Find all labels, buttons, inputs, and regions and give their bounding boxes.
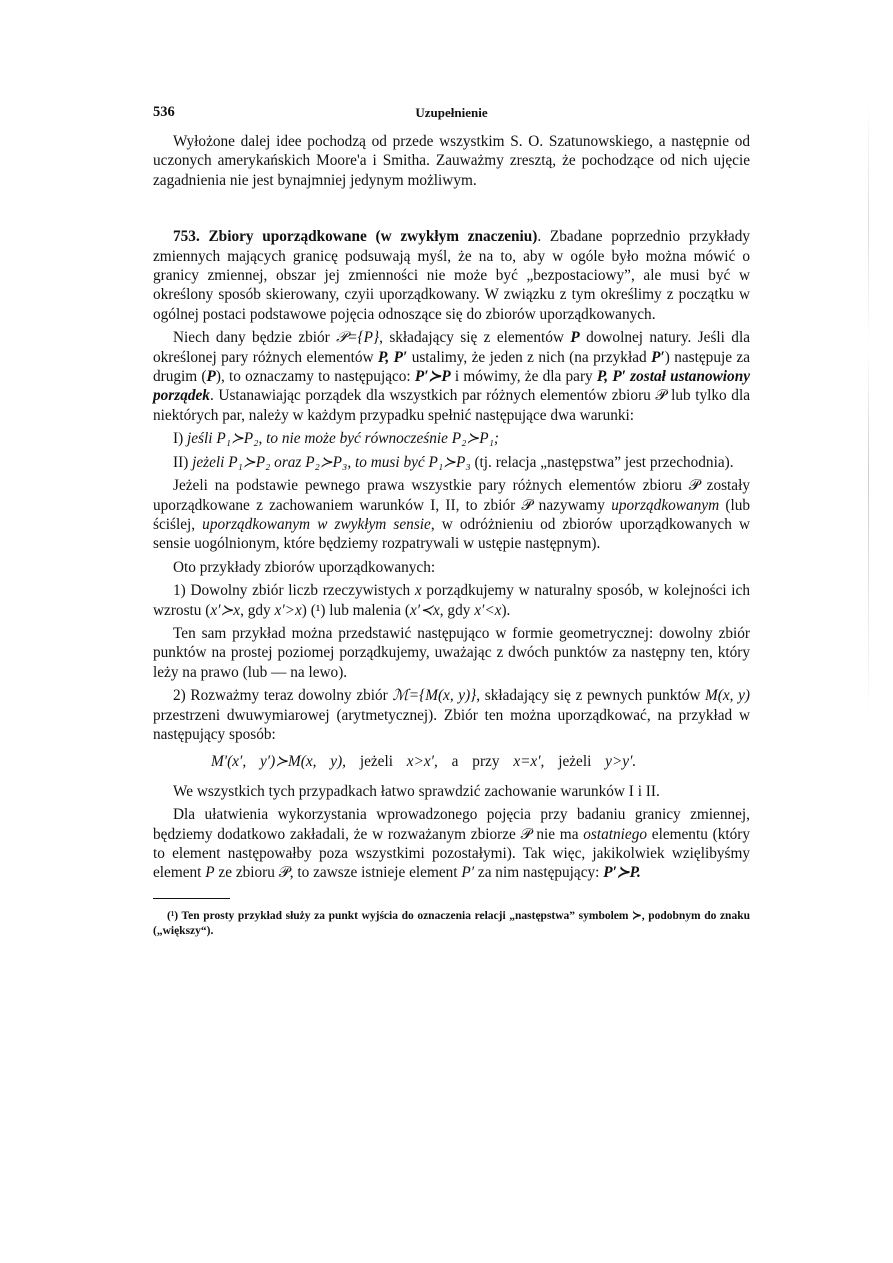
- paragraph: [153, 132, 750, 190]
- text-segment: x′<x: [474, 601, 502, 619]
- text-segment: Niech dany będzie zbiór: [173, 329, 337, 347]
- text-segment: , w odróżnieniu od zbiorów uporządkowanych w sensie uogólnionym, które będziemy rozpatrywali w ustępie następnym).: [153, 515, 750, 553]
- text-segment: ) następuje za drugim (: [153, 348, 751, 386]
- paragraph: [153, 429, 750, 448]
- text-segment: ustalimy, że jeden z nich (na przykład: [407, 348, 652, 366]
- paragraph: [153, 558, 750, 577]
- footnote-divider: [153, 898, 230, 900]
- text-segment: x: [414, 582, 422, 600]
- paragraph: [153, 782, 750, 801]
- text-segment: a przy: [437, 753, 514, 771]
- text-segment: dowolnej natury. Jeśli dla określonej pary różnych elementów: [153, 329, 750, 366]
- text-segment: P: [205, 864, 215, 882]
- paragraph: [153, 581, 750, 620]
- page-header: [153, 104, 750, 126]
- text-segment: x′>x: [274, 601, 302, 619]
- text-segment: Wyłożone dalej idee pochodzą od przede wszystkim S. O. Szatunowskiego, a następnie od uczonych amerykańskich Moore'a i Smitha. Zauważmy zresztą, że pochodzące od nich ujęcie zagadnienia nie jest bynajmniej jedynym możliwym.: [153, 133, 750, 189]
- text-segment: jeśli P₁≻P₂, to nie może być równocześnie P₂≻P₁;: [187, 430, 500, 448]
- body-text: [153, 132, 750, 883]
- text-segment: 𝒫={P}: [336, 329, 380, 347]
- text-segment: , składający się z pewnych punktów: [476, 687, 706, 705]
- text-segment: przestrzeni dwuwymiarowej (arytmetycznej). Zbiór ten można uporządkować, na przykład w następujący sposób:: [153, 706, 750, 743]
- paragraph: [153, 328, 750, 425]
- scan-edge-artifact: [868, 100, 869, 720]
- page-number: 536: [153, 104, 175, 120]
- text-segment: x′≻x: [210, 601, 241, 619]
- text-segment: P′: [651, 348, 665, 366]
- footnote: (¹) Ten prosty przykład służy za punkt wyjścia do oznaczenia relacji „następstwa” symbolem ≻, podobnym do znaku („większy“).: [153, 910, 750, 938]
- text-segment: P: [206, 368, 216, 386]
- text-segment: y>y′.: [605, 753, 637, 771]
- text-segment: jeżeli: [544, 753, 606, 771]
- text-segment: 2) Rozważmy teraz dowolny zbiór: [173, 687, 393, 705]
- paragraph: [153, 227, 750, 324]
- text-segment: x=x′,: [513, 753, 545, 771]
- text-segment: , gdy: [439, 601, 475, 619]
- text-segment: , składający się z elementów: [379, 329, 571, 347]
- text-segment: P′≻P: [414, 368, 451, 386]
- text-segment: Oto przykłady zbiorów uporządkowanych:: [173, 558, 436, 576]
- text-segment: i mówimy, że dla pary: [450, 368, 597, 386]
- text-segment: . Zbadane poprzednio przykłady zmiennych mających granicę podsuwają myśl, że na to, aby w ogóle było można mówić o granicy zmiennej, obszar jej zmienności nie może być „bezpostaciowy”, ale musi być w określony sposób skierowany, czyii uporządkowany. W związku z tym określimy z początku w ogólnej postaci podstawowe pojęcia odnoszące się do zbiorów uporządkowanych.: [153, 228, 750, 323]
- running-title: Uzupełnienie: [415, 105, 488, 120]
- text-segment: We wszystkich tych przypadkach łatwo sprawdzić zachowanie warunków I i II.: [173, 782, 660, 800]
- text-segment: P, P′ został ustanowiony porządek: [153, 368, 750, 405]
- paragraph: [153, 453, 750, 472]
- text-segment: , gdy: [240, 601, 275, 619]
- text-segment: P: [570, 329, 580, 347]
- text-segment: uporządkowanym w zwykłym sensie: [202, 515, 431, 533]
- text-segment: uporządkowanym: [611, 496, 720, 514]
- text-segment: P′≻P.: [603, 864, 641, 882]
- text-segment: P, P′: [377, 348, 408, 366]
- text-segment: Dla ułatwienia wykorzystania wprowadzonego pojęcia przy badaniu granicy zmiennej, będziemy dodatkowo zakładali, że w rozważanym zbiorze 𝒫 nie ma: [153, 806, 750, 843]
- text-segment: ) (¹) lub malenia (: [301, 601, 411, 619]
- text-segment: ostatniego: [583, 825, 648, 843]
- text-segment: jeżeli: [346, 753, 407, 771]
- paragraph: [153, 805, 750, 883]
- text-segment: jeżeli P₁≻P₂ oraz P₂≻P₃, to musi być P₁≻P₃: [192, 453, 471, 471]
- book-page: [153, 104, 750, 939]
- text-segment: (tj. relacja „następstwa” jest przechodnia).: [470, 453, 734, 471]
- text-segment: M′(x′, y′)≻M(x, y),: [211, 753, 346, 771]
- text-segment: x′≺x: [410, 601, 440, 619]
- text-segment: P′: [461, 864, 475, 882]
- text-segment: za nim następujący:: [474, 864, 604, 882]
- paragraph: [153, 624, 750, 682]
- text-segment: ), to oznaczamy to następująco:: [215, 368, 415, 386]
- text-segment: II): [173, 453, 193, 471]
- text-segment: Jeżeli na podstawie pewnego prawa wszystkie pary różnych elementów zbioru 𝒫 zostały uporządkowane z zachowaniem warunków I, II, to zbiór 𝒫 nazywamy: [153, 477, 750, 514]
- paragraph: [153, 752, 750, 771]
- text-segment: M(x, y): [705, 687, 750, 705]
- paragraph: [153, 686, 750, 744]
- text-segment: 753. Zbiory uporządkowane (w zwykłym znaczeniu): [173, 228, 538, 246]
- text-segment: (lub ściślej,: [153, 496, 751, 533]
- text-segment: Ten sam przykład można przedstawić następująco w formie geometrycznej: dowolny zbiór punktów na prostej poziomej porządkujemy, uważając z dwóch punktów za następny ten, który leży na prawo (lub — na lewo).: [153, 624, 750, 681]
- text-segment: ).: [501, 601, 511, 619]
- text-segment: . Ustanawiając porządek dla wszystkich par różnych elementów zbioru 𝒫 lub tylko dla niektórych par, należy w każdym przypadku spełnić następujące dwa warunki:: [153, 387, 750, 424]
- text-segment: x>x′,: [406, 753, 438, 771]
- text-segment: elementu (który to element następowałby poza wszystkimi pozostałymi). Tak więc, jakikolwiek wzięlibyśmy element: [153, 825, 750, 882]
- text-segment: ze zbioru 𝒫, to zawsze istnieje element: [214, 864, 462, 882]
- text-segment: I): [173, 430, 188, 448]
- paragraph: [153, 476, 750, 554]
- text-segment: porządkujemy w naturalny sposób, w kolejności ich wzrostu (: [153, 582, 750, 619]
- text-segment: 1) Dowolny zbiór liczb rzeczywistych: [173, 582, 415, 600]
- text-segment: ℳ={M(x, y)}: [392, 687, 477, 705]
